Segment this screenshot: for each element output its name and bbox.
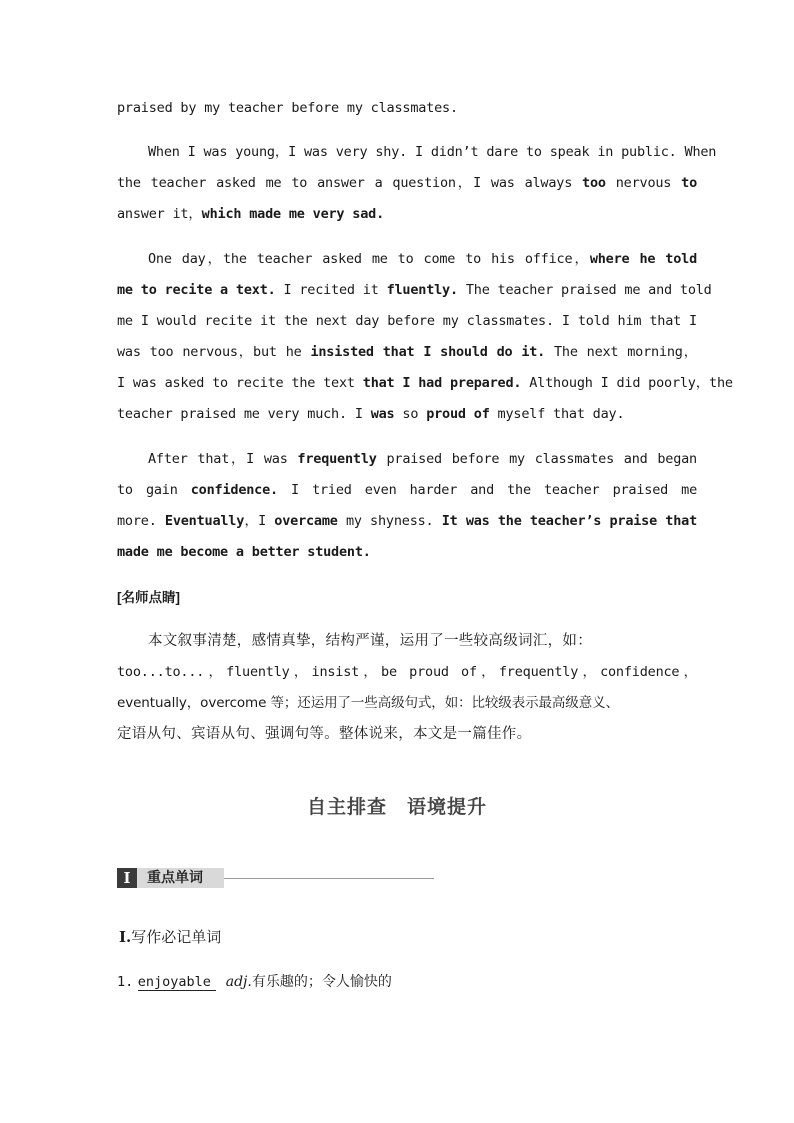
paragraph-line <box>117 342 697 362</box>
text: One day，the teacher asked me to come to his office， <box>148 251 590 267</box>
bold-text: insisted that I should do it. <box>310 344 546 360</box>
section-bar <box>117 868 224 888</box>
text: ，I <box>244 513 275 529</box>
paragraph-line <box>148 449 697 469</box>
comment-label: [名师点睛] <box>117 590 180 605</box>
text: After that，I was <box>148 451 298 467</box>
divider <box>224 878 434 879</box>
bold-text: It was the teacher’s praise that <box>441 513 697 529</box>
paragraph-line <box>148 249 697 269</box>
text: teacher praised me very much. I <box>117 406 371 422</box>
bold-text: which made me very sad. <box>201 206 384 222</box>
text: 定语从句、宾语从句、强调句等。整体说来，本文是一篇佳作。 <box>117 726 532 742</box>
paragraph-line <box>117 542 697 562</box>
text: 本文叙事清楚，感情真挚，结构严谨，运用了一些较高级词汇，如： <box>148 633 592 649</box>
text: The next morning， <box>545 344 697 360</box>
bold-text: where he told <box>589 251 698 267</box>
bold-text: me to recite a text. <box>117 282 276 298</box>
text: When I was young，I was very shy. I didn’t dare to speak in public. When <box>148 144 717 160</box>
text: more. <box>117 513 165 529</box>
bold-text: fluently. <box>386 282 458 298</box>
comment-line <box>117 693 697 713</box>
text: my shyness. <box>337 513 442 529</box>
text: nervous <box>605 175 682 191</box>
subheading-number: Ⅰ. <box>119 928 132 946</box>
text: Although I did poorly，the <box>521 375 733 391</box>
section-number-badge: Ⅰ <box>117 868 137 888</box>
item-number: 1. <box>117 974 134 990</box>
bold-text: made me become a better student. <box>117 544 371 560</box>
text: praised before my classmates and began <box>376 451 697 467</box>
paragraph-line <box>117 204 697 224</box>
subheading <box>119 926 221 947</box>
text: praised by my teacher before my classmates. <box>117 100 458 116</box>
bold-text: overcame <box>274 513 338 529</box>
bold-text: that I had prepared. <box>362 375 522 391</box>
text: the teacher asked me to answer a question，I was always <box>117 175 583 191</box>
text: too...to...，fluently，insist，be proud of，frequently，confidence， <box>117 664 697 680</box>
vocab-item <box>117 971 392 991</box>
meaning: 有乐趣的；令人愉快的 <box>251 974 392 990</box>
bold-text: proud of <box>426 406 490 422</box>
text: I recited it <box>275 282 387 298</box>
section-bar-label: 重点单词 <box>147 870 203 886</box>
text: me I would recite it the next day before my classmates. I told him that I <box>117 313 697 329</box>
bold-text: Eventually <box>164 513 245 529</box>
answer-blank: enjoyable <box>138 974 216 991</box>
paragraph-line <box>117 311 697 331</box>
paragraph-line <box>117 511 697 531</box>
text: so <box>394 406 427 422</box>
text: I tried even harder and the teacher praised me <box>277 482 698 498</box>
paragraph-line <box>117 173 697 193</box>
bold-text: was <box>370 406 395 422</box>
section-title: 自主排查 语境提升 <box>306 796 487 818</box>
paragraph-line <box>117 98 697 118</box>
text: answer it， <box>117 206 202 222</box>
bold-text: frequently <box>297 451 377 467</box>
text: The teacher praised me and told <box>457 282 712 298</box>
paragraph-line <box>117 404 697 424</box>
text: I was asked to recite the text <box>117 375 363 391</box>
subheading-label: 写作必记单词 <box>131 928 222 946</box>
text: was too nervous，but he <box>117 344 311 360</box>
bold-text: to <box>681 175 697 191</box>
text: myself that day. <box>489 406 625 422</box>
part-of-speech: adj. <box>225 974 252 990</box>
text: eventually，overcome 等；还运用了一些高级句式，如：比较级表示最高级意义、 <box>117 695 619 711</box>
comment-line <box>148 631 697 651</box>
text: to gain <box>117 482 191 498</box>
paragraph-line <box>117 480 697 500</box>
paragraph-line <box>117 280 712 300</box>
paragraph-line <box>148 142 717 162</box>
comment-line <box>117 662 697 682</box>
paragraph-line <box>117 373 733 393</box>
bold-text: confidence. <box>190 482 278 498</box>
bold-text: too <box>582 175 606 191</box>
comment-line <box>117 724 697 744</box>
